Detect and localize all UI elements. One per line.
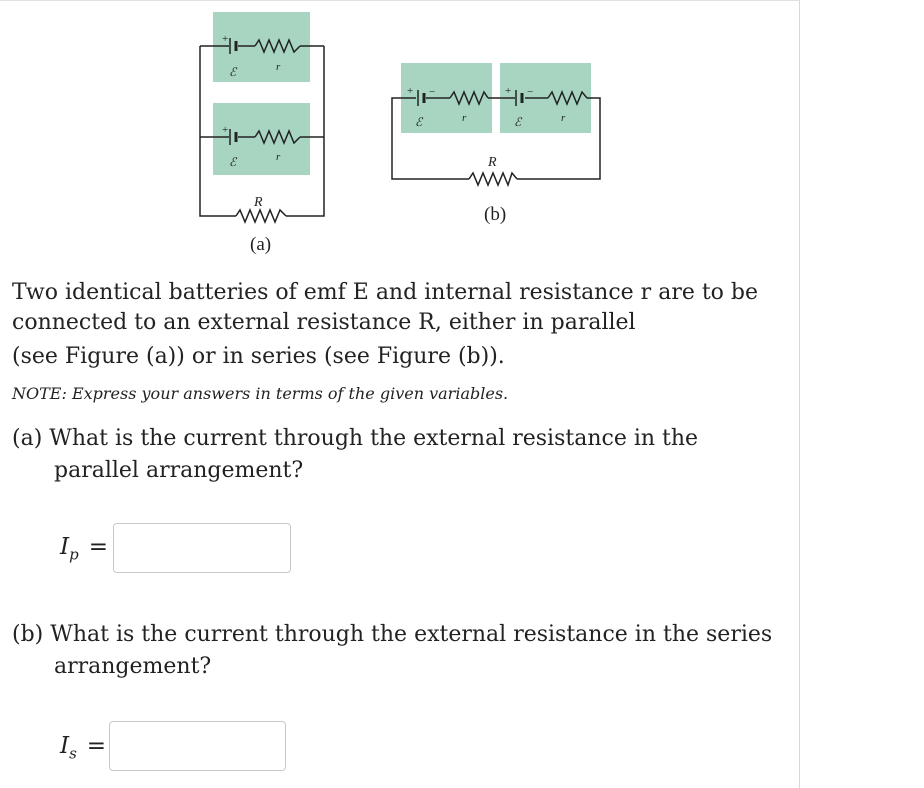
var-a-symbol: I (60, 534, 70, 560)
question-b-line-1: (b) What is the current through the external resistance in the series (12, 622, 773, 647)
answer-b-label (60, 733, 106, 763)
caption-a: (a) (250, 234, 272, 255)
r-label-b-right: r (561, 112, 566, 124)
emf-label-b-right: ℰ (514, 115, 522, 129)
problem-line-3: (see Figure (a)) or in series (see Figure (b)). (12, 344, 505, 369)
question-a-line-2: parallel arrangement? (54, 458, 304, 483)
note-text: NOTE: Express your answers in terms of the given variables. (12, 384, 509, 403)
answer-b-input[interactable] (109, 721, 286, 771)
circuit-figure (0, 0, 800, 270)
minus-sign-b-right: − (527, 86, 534, 98)
figure-a-parallel (200, 12, 324, 255)
equals-sign-a: = (88, 534, 108, 560)
minus-sign-b-left: − (429, 86, 436, 98)
emf-label-b-left: ℰ (415, 115, 423, 129)
plus-sign-a-top: + (222, 33, 229, 45)
caption-b: (b) (484, 204, 507, 225)
r-label-a-top: r (276, 61, 281, 73)
battery-box-a-bottom (213, 103, 310, 175)
question-a (12, 423, 792, 487)
r-label-b-left: r (462, 112, 467, 124)
answer-a-input[interactable] (113, 523, 291, 573)
R-label-b: R (488, 155, 497, 170)
emf-label-a-top: ℰ (229, 65, 237, 79)
figure-b-series (392, 63, 600, 225)
R-label-a: R (254, 195, 263, 210)
plus-sign-b-right: + (505, 85, 512, 97)
problem-statement (12, 278, 782, 372)
plus-sign-b-left: + (407, 85, 414, 97)
problem-line-2: connected to an external resistance R, either in parallel (12, 310, 636, 335)
problem-line-1: Two identical batteries of emf E and internal resistance r are to be (12, 280, 759, 305)
var-b-subscript: s (69, 744, 77, 763)
question-a-line-1: (a) What is the current through the external resistance in the (12, 426, 699, 451)
question-b (12, 619, 792, 683)
answer-a-label (60, 534, 108, 564)
r-label-a-bottom: r (276, 151, 281, 163)
question-b-line-2: arrangement? (54, 654, 212, 679)
emf-label-a-bottom: ℰ (229, 155, 237, 169)
plus-sign-a-bottom: + (222, 124, 229, 136)
var-b-symbol: I (60, 733, 70, 759)
equals-sign-b: = (86, 733, 107, 759)
var-a-subscript: p (69, 545, 79, 564)
